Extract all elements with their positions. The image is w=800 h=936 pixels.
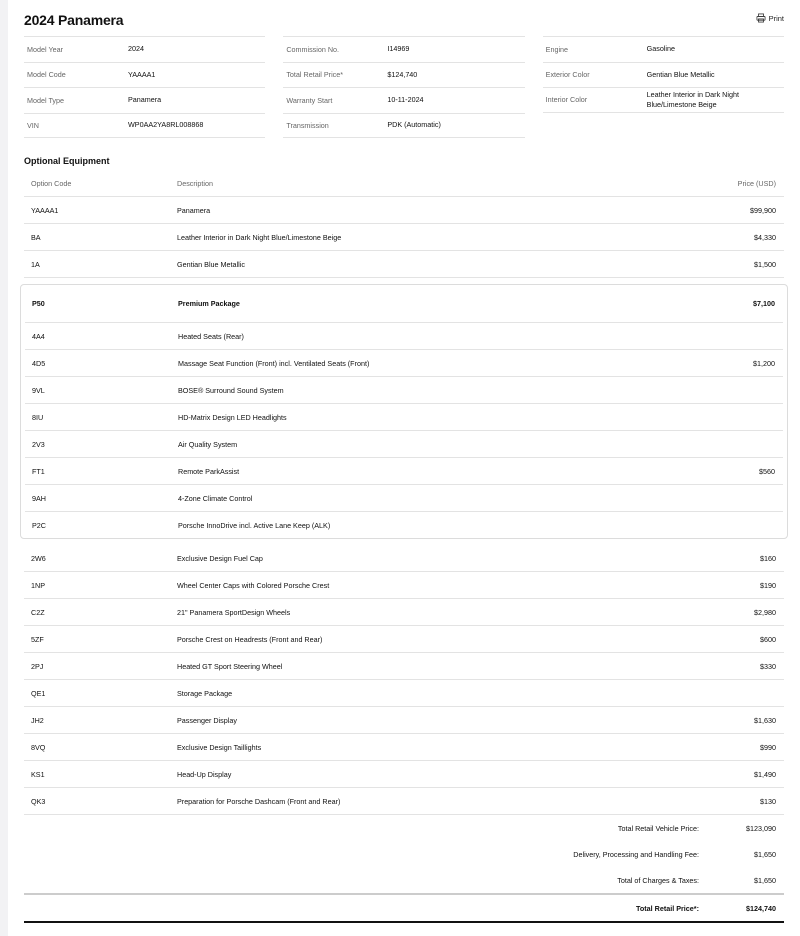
spec-column bbox=[283, 36, 524, 138]
spec-label: Transmission bbox=[286, 120, 329, 130]
option-description: Exclusive Design Taillights bbox=[177, 742, 262, 752]
option-price: $1,490 bbox=[754, 769, 776, 779]
print-label: Print bbox=[768, 13, 784, 23]
charges-taxes-value: $1,650 bbox=[754, 875, 776, 885]
spec-label: Commission No. bbox=[286, 44, 340, 54]
table-row bbox=[24, 251, 784, 278]
option-price: $1,200 bbox=[753, 358, 775, 368]
table-row bbox=[25, 485, 783, 512]
option-code: 4A4 bbox=[32, 331, 45, 341]
table-row bbox=[24, 545, 784, 572]
option-code: QK3 bbox=[31, 796, 46, 806]
table-row bbox=[24, 572, 784, 599]
equipment-rows-after bbox=[24, 545, 784, 815]
spec-value: YAAAA1 bbox=[128, 69, 156, 79]
spec-label: Exterior Color bbox=[545, 70, 590, 80]
option-price: $1,500 bbox=[754, 259, 776, 269]
option-description: Preparation for Porsche Dashcam (Front and Rear) bbox=[177, 796, 341, 806]
option-description: Leather Interior in Dark Night Blue/Limestone Beige bbox=[177, 232, 342, 242]
option-description: 4-Zone Climate Control bbox=[178, 493, 253, 503]
table-row bbox=[24, 707, 784, 734]
spec-row bbox=[24, 62, 265, 88]
option-price: $560 bbox=[759, 466, 775, 476]
spec-value: 2024 bbox=[128, 44, 144, 54]
spec-value: WP0AA2YA8RL008868 bbox=[128, 120, 204, 130]
spec-column bbox=[543, 36, 784, 138]
option-code: 2V3 bbox=[32, 439, 45, 449]
option-description: HD-Matrix Design LED Headlights bbox=[178, 412, 287, 422]
option-description: Passenger Display bbox=[177, 715, 237, 725]
spec-label: Engine bbox=[545, 44, 569, 54]
spec-value: Leather Interior in Dark Night Blue/Limestone Beige bbox=[646, 90, 739, 109]
delivery-fee-row bbox=[24, 841, 784, 867]
totals-section bbox=[24, 815, 784, 923]
option-code: YAAAA1 bbox=[31, 205, 59, 215]
option-description: Wheel Center Caps with Colored Porsche Crest bbox=[177, 580, 330, 590]
spec-row bbox=[283, 62, 524, 88]
option-description: Gentian Blue Metallic bbox=[177, 259, 245, 269]
spec-row bbox=[283, 87, 524, 113]
table-row bbox=[25, 404, 783, 431]
table-row bbox=[25, 458, 783, 485]
spec-row bbox=[543, 62, 784, 88]
total-retail-price-label: Total Retail Price*: bbox=[636, 903, 699, 913]
option-code: P2C bbox=[32, 520, 46, 530]
option-code: 8VQ bbox=[31, 742, 46, 752]
package-row bbox=[25, 285, 783, 323]
option-code: 4D5 bbox=[32, 358, 46, 368]
spec-label: Model Year bbox=[27, 44, 63, 54]
header-description: Description bbox=[177, 179, 213, 188]
option-code: QE1 bbox=[31, 688, 46, 698]
table-row bbox=[25, 431, 783, 458]
option-code: KS1 bbox=[31, 769, 45, 779]
table-row bbox=[25, 350, 783, 377]
table-row bbox=[25, 323, 783, 350]
spec-label: Warranty Start bbox=[286, 95, 333, 105]
spec-column bbox=[24, 36, 265, 138]
spec-label: Interior Color bbox=[545, 95, 588, 105]
option-description: Head-Up Display bbox=[177, 769, 232, 779]
spec-value: Gasoline bbox=[646, 44, 676, 54]
option-price: $160 bbox=[760, 553, 776, 563]
equipment-rows bbox=[24, 197, 784, 278]
option-description: Premium Package bbox=[178, 299, 240, 308]
table-row bbox=[25, 377, 783, 404]
option-price: $2,980 bbox=[754, 607, 776, 617]
option-code: C2Z bbox=[31, 607, 45, 617]
option-code: 1A bbox=[31, 259, 40, 269]
option-description: BOSE® Surround Sound System bbox=[178, 385, 284, 395]
total-vehicle-price-value: $123,090 bbox=[746, 823, 776, 833]
option-description: Exclusive Design Fuel Cap bbox=[177, 553, 263, 563]
page-header bbox=[24, 0, 784, 36]
option-code: 8IU bbox=[32, 412, 44, 422]
option-description: Heated Seats (Rear) bbox=[178, 331, 244, 341]
table-row bbox=[25, 512, 783, 538]
option-price: $99,900 bbox=[750, 205, 776, 215]
spec-label: Model Type bbox=[27, 95, 65, 105]
spec-value: Panamera bbox=[128, 95, 162, 105]
option-code: 2PJ bbox=[31, 661, 44, 671]
header-option-code: Option Code bbox=[31, 179, 72, 188]
table-row bbox=[24, 680, 784, 707]
option-price: $600 bbox=[760, 634, 776, 644]
option-code: 5ZF bbox=[31, 634, 44, 644]
table-row bbox=[24, 626, 784, 653]
total-vehicle-price-label: Total Retail Vehicle Price: bbox=[617, 823, 699, 833]
table-row bbox=[24, 734, 784, 761]
option-price: $130 bbox=[760, 796, 776, 806]
spec-row bbox=[24, 113, 265, 139]
option-description: Remote ParkAssist bbox=[178, 466, 240, 476]
spec-value: 10-11-2024 bbox=[387, 95, 424, 105]
delivery-fee-label: Delivery, Processing and Handling Fee: bbox=[573, 849, 699, 859]
option-price: $190 bbox=[760, 580, 776, 590]
table-row bbox=[24, 599, 784, 626]
spec-row bbox=[24, 36, 265, 62]
option-description: Porsche InnoDrive incl. Active Lane Keep (ALK) bbox=[178, 520, 331, 530]
option-description: Porsche Crest on Headrests (Front and Rear) bbox=[177, 634, 323, 644]
option-price: $1,630 bbox=[754, 715, 776, 725]
vehicle-specs bbox=[24, 36, 784, 138]
delivery-fee-value: $1,650 bbox=[754, 849, 776, 859]
option-code: P50 bbox=[32, 299, 45, 308]
spec-value: Gentian Blue Metallic bbox=[646, 69, 715, 79]
spec-row bbox=[543, 87, 784, 113]
spec-label: Model Code bbox=[27, 70, 66, 80]
table-row bbox=[24, 224, 784, 251]
printer-icon bbox=[756, 13, 766, 23]
option-code: FT1 bbox=[32, 466, 45, 476]
option-code: JH2 bbox=[31, 715, 44, 725]
spec-value: PDK (Automatic) bbox=[387, 120, 441, 130]
spec-label: VIN bbox=[27, 120, 39, 130]
total-retail-price-value: $124,740 bbox=[746, 903, 776, 913]
option-code: 1NP bbox=[31, 580, 45, 590]
premium-package-group bbox=[20, 284, 788, 539]
spec-label: Total Retail Price* bbox=[286, 70, 344, 80]
option-code: 9AH bbox=[32, 493, 46, 503]
option-description: Massage Seat Function (Front) incl. Ventilated Seats (Front) bbox=[178, 358, 370, 368]
spec-value: I14969 bbox=[387, 44, 410, 54]
table-row bbox=[24, 653, 784, 680]
package-items bbox=[25, 323, 783, 538]
charges-taxes-row bbox=[24, 867, 784, 893]
equipment-table-header bbox=[24, 171, 784, 197]
spec-row bbox=[283, 36, 524, 62]
option-code: BA bbox=[31, 232, 41, 242]
option-price: $330 bbox=[760, 661, 776, 671]
option-description: Heated GT Sport Steering Wheel bbox=[177, 661, 283, 671]
option-description: Air Quality System bbox=[178, 439, 238, 449]
optional-equipment-title: Optional Equipment bbox=[24, 156, 110, 166]
option-description: Storage Package bbox=[177, 688, 233, 698]
spec-row bbox=[283, 113, 524, 139]
charges-taxes-label: Total of Charges & Taxes: bbox=[617, 875, 699, 885]
option-price: $990 bbox=[760, 742, 776, 752]
spec-value: $124,740 bbox=[387, 69, 418, 79]
spec-row bbox=[543, 36, 784, 62]
table-row bbox=[24, 788, 784, 815]
print-button[interactable] bbox=[756, 13, 784, 23]
option-price: $7,100 bbox=[753, 299, 775, 308]
window-sticker-page bbox=[8, 0, 800, 936]
option-code: 2W6 bbox=[31, 553, 46, 563]
header-price: Price (USD) bbox=[737, 179, 776, 188]
spec-row bbox=[24, 87, 265, 113]
table-row bbox=[24, 761, 784, 788]
total-vehicle-price-row bbox=[24, 815, 784, 841]
option-description: 21" Panamera SportDesign Wheels bbox=[177, 607, 291, 617]
table-row bbox=[24, 197, 784, 224]
option-description: Panamera bbox=[177, 205, 211, 215]
option-code: 9VL bbox=[32, 385, 45, 395]
total-retail-price-row bbox=[24, 895, 784, 923]
page-title: 2024 Panamera bbox=[24, 12, 124, 28]
option-price: $4,330 bbox=[754, 232, 776, 242]
